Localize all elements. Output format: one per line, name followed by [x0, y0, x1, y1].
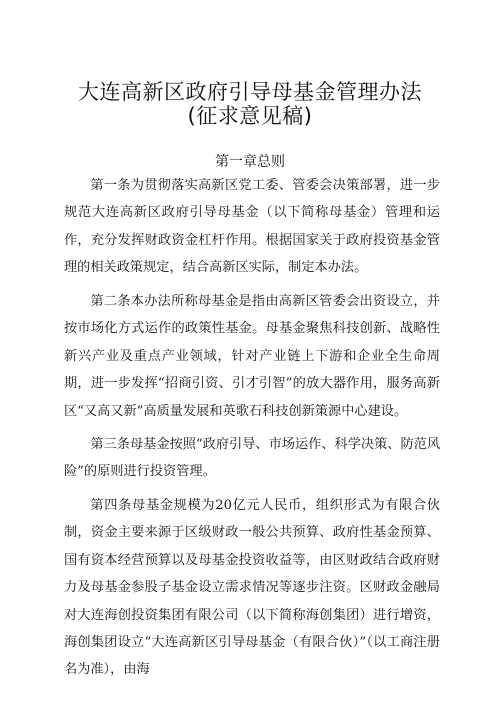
article-3-paragraph: 第三条母基金按照“政府引导、市场运作、科学决策、防范风险”的原则进行投资管理。: [64, 437, 441, 480]
document-title: 大连高新区政府引导母基金管理办法: [78, 80, 422, 104]
article-4-paragraph: 第四条母基金规模为20亿元人民币，组织形式为有限合伙制，资金主要来源于区级财政一般公共预算、政府性基金预算、国有资本经营预算以及母基金投资收益等，由区财政结合政府财力及母基金参股子基金设立需求情况等逐步注资。区财政金融局对大连海创投资集团有限公司（以下简称海创集团）进行增资，海创集团设立“大连高新区引导母基金（有限合伙）”（以工商注册名为准），由海: [64, 498, 440, 678]
chapter-heading: 第一章总则: [215, 154, 285, 170]
article-2-paragraph: 第二条本办法所称母基金是指由高新区管委会出资设立，并按市场化方式运作的政策性基金。母基金聚焦科技创新、战略性新兴产业及重点产业领域，针对产业链上下游和企业全生命周期，进一步发挥“招商引资、引才引智”的放大器作用，服务高新区“又高又新”高质量发展和英歌石科技创新策源中心建设。: [64, 294, 440, 419]
article-1-paragraph: 第一条为贯彻落实高新区党工委、管委会决策部署，进一步规范大连高新区政府引导母基金（以下简称母基金）管理和运作，充分发挥财政资金杠杆作用。根据国家关于政府投资基金管理的相关政策规定，结合高新区实际，制定本办法。: [64, 178, 440, 276]
document-subtitle: (征求意见稿): [187, 104, 313, 128]
